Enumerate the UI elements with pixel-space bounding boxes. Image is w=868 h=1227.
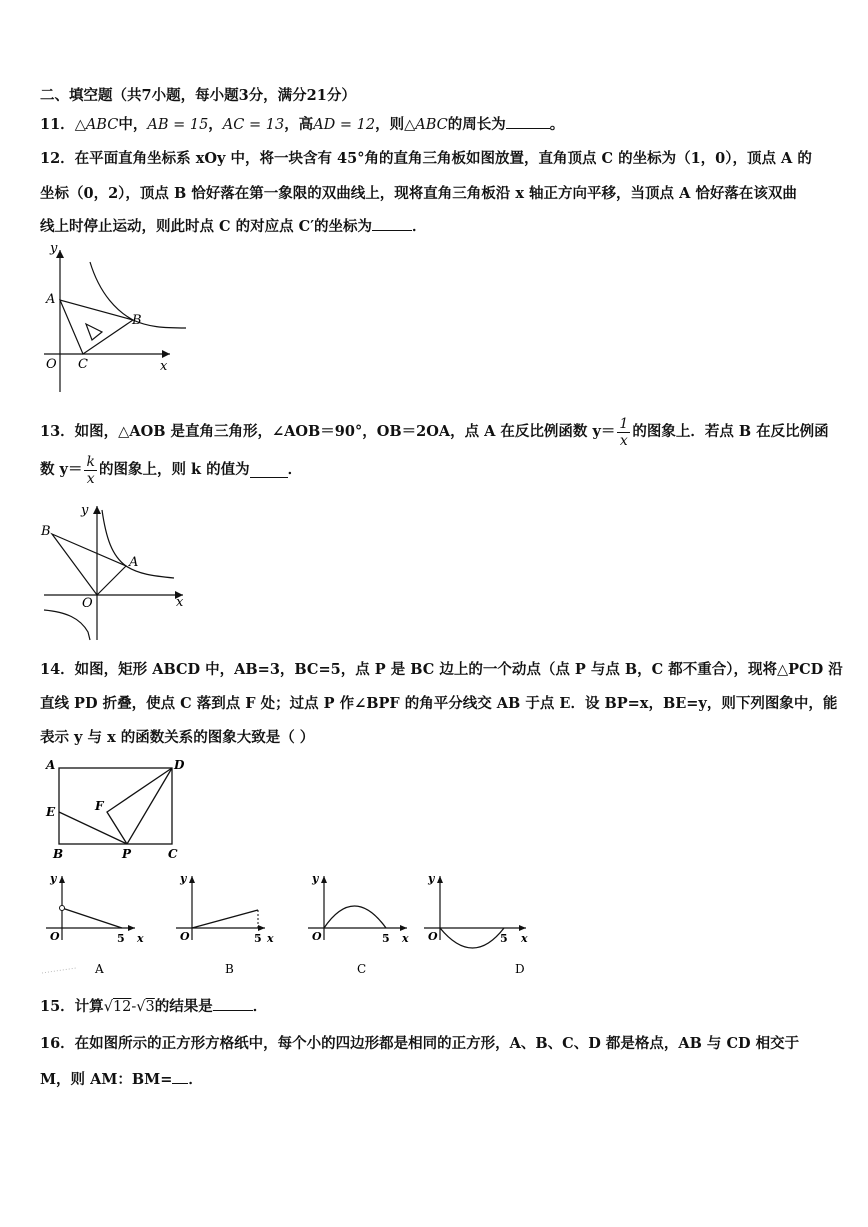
q13-end: ． (287, 461, 303, 478)
q14-option-c-x: x (402, 932, 409, 945)
q13-fraction-1 (617, 416, 630, 449)
q11-text2: ，高 (284, 116, 314, 133)
q14-option-a-graph[interactable] (46, 872, 144, 976)
q15-end: ． (252, 998, 268, 1015)
q11-sep: ， (208, 116, 223, 133)
q11-end: 。 (549, 116, 565, 133)
q14-option-b-y-arrow (189, 876, 195, 883)
q14-option-c-five: 5 (382, 932, 390, 945)
q14-option-d-curve (440, 928, 504, 948)
q14-option-a-curve (62, 908, 122, 928)
q16-line-2-text: M，则 AM：BM= (40, 1071, 173, 1088)
q13-fraction-2 (84, 454, 96, 487)
q12-end: ． (412, 218, 427, 235)
q14-label-d: D (174, 758, 185, 772)
q12-label-x: x (160, 359, 168, 374)
q14-figure (40, 756, 190, 864)
q14-option-c-graph[interactable] (308, 872, 409, 976)
q14-option-a-x: x (137, 932, 144, 945)
q14-option-b-y: y (180, 872, 187, 885)
q13-frac2-den: x (86, 470, 95, 487)
q14-option-d-y: y (428, 872, 435, 885)
q12-line-2: 坐标（0，2），顶点 B 恰好落在第一象限的双曲线上，现将直角三角板沿 x 轴正方向平移，当顶点 A 恰好落在该双曲 (40, 185, 797, 202)
q14-label-a: A (46, 758, 56, 772)
scan-smudge (42, 968, 76, 973)
question-11 (40, 114, 564, 135)
section-header: 二、填空题（共7小题，每小题3分，满分21分） (40, 87, 356, 104)
q16-answer-blank[interactable] (172, 1069, 188, 1084)
q12-triangle-hole (86, 324, 102, 340)
q14-option-c-curve (324, 906, 386, 928)
q14-line-2: 直线 PD 折叠，使点 C 落到点 F 处；过点 P 作∠BPF 的角平分线交 AB 于点 E．设 BP=x，BE=y，则下列图象中，能 (40, 695, 838, 712)
q14-option-a-x-arrow (128, 925, 135, 931)
q14-option-d-graph[interactable] (424, 872, 528, 976)
q11-text4: 的周长为 (447, 116, 506, 133)
q13-triangle (52, 534, 126, 595)
q14-folded-triangle (107, 768, 172, 844)
q14-option-b-five: 5 (254, 932, 262, 945)
q15-text: 15．计算 (40, 998, 104, 1015)
q14-option-b-o: O (180, 930, 190, 943)
q12-label-a: A (46, 292, 56, 307)
q14-option-a-five: 5 (117, 932, 125, 945)
q15-answer-blank[interactable] (213, 996, 253, 1011)
q11-ab: AB = 15 (147, 117, 209, 133)
q14-option-c-y-arrow (321, 876, 327, 883)
q16-line-1: 16．在如图所示的正方形方格纸中，每个小的四边形都是相同的正方形，A、B、C、D 都是格点，AB 与 CD 相交于 (40, 1035, 800, 1052)
q13-answer-blank[interactable] (250, 463, 288, 478)
q14-option-c-y: y (312, 872, 319, 885)
q14-option-b-curve (192, 910, 258, 928)
q14-option-d-label: D (515, 962, 525, 976)
q14-label-p: P (122, 847, 132, 861)
q13-label-y: y (81, 503, 89, 518)
q14-line-3: 表示 y 与 x 的函数关系的图象大致是（ ） (40, 729, 315, 746)
q14-option-d-five: 5 (500, 932, 508, 945)
q14-option-b-label: B (225, 962, 234, 976)
q14-segment-pd (127, 768, 172, 844)
q12-answer-blank[interactable] (372, 216, 412, 231)
q11-ad: AD = 12 (313, 117, 376, 133)
q14-option-c-o: O (312, 930, 322, 943)
q11-triangle: △ABC (74, 117, 119, 133)
q13-text-1: 13．如图，△AOB 是直角三角形，∠AOB＝90°，OB＝2OA，点 A 在反比例函数 y＝ (40, 423, 616, 440)
q14-option-b-graph[interactable] (176, 872, 274, 976)
q13-line-2 (40, 452, 302, 488)
q14-label-f: F (95, 799, 104, 813)
q12-line-3-text: 线上时停止运动，则此时点 C 的对应点 C′的坐标为 (40, 218, 373, 235)
q12-line-3 (40, 216, 427, 237)
q14-option-d-x-arrow (519, 925, 526, 931)
q14-option-c-x-arrow (400, 925, 407, 931)
q14-option-a-y-arrow (59, 876, 65, 883)
q12-label-y: y (50, 241, 58, 256)
q16-line-2 (40, 1069, 203, 1090)
q12-triangle (60, 300, 133, 354)
q14-option-a-o: O (50, 930, 60, 943)
q15-minus: - (131, 999, 137, 1015)
q15-text-2: 的结果是 (154, 998, 213, 1015)
q12-x-arrow (162, 350, 170, 358)
q12-label-b: B (132, 313, 142, 328)
q13-label-a: A (129, 555, 139, 570)
q11-ac: AC = 13 (222, 117, 285, 133)
q13-hyperbola-q3 (44, 610, 90, 640)
q13-text-2: 的图象上．若点 B 在反比例函 (632, 423, 829, 440)
q13-frac1-num: 1 (619, 415, 629, 432)
q13-frac1-den: x (619, 432, 628, 449)
q12-label-o: O (46, 357, 57, 372)
q14-option-d-x: x (521, 932, 528, 945)
q16-end: ． (188, 1071, 203, 1088)
q13-label-x: x (176, 595, 184, 610)
q14-option-b-x: x (267, 932, 274, 945)
q13-text-4: 的图象上，则 k 的值为 (98, 461, 250, 478)
q14-label-c: C (168, 847, 178, 861)
q12-line-1: 12．在平面直角坐标系 xOy 中，将一块含有 45°角的直角三角板如图放置，直角顶点 C 的坐标为（1，0），顶点 A 的 (40, 150, 812, 167)
q15-expression: √12-√3 (103, 999, 155, 1015)
q15-radicand-1: 12 (112, 999, 132, 1015)
q11-text3: ，则 (375, 116, 405, 133)
q11-text: 中， (118, 116, 148, 133)
q12-figure (38, 240, 198, 400)
q15-radicand-2: 3 (145, 999, 155, 1015)
q11-answer-blank[interactable] (506, 114, 550, 129)
q14-line-1: 14．如图，矩形 ABCD 中，AB=3，BC=5，点 P 是 BC 边上的一个动点（点 P 与点 B，C 都不重合），现将△PCD 沿 (40, 661, 843, 678)
q13-text-3: 数 y＝ (40, 461, 83, 478)
q13-figure (38, 498, 198, 642)
q13-line-1 (40, 414, 829, 450)
q14-label-b: B (53, 847, 64, 861)
q14-option-d-o: O (428, 930, 438, 943)
question-15 (40, 996, 267, 1017)
q11-number: 11． (40, 116, 75, 133)
q14-option-a-label: A (95, 962, 104, 976)
q14-option-c-label: C (357, 962, 367, 976)
q13-frac2-num: k (86, 453, 95, 470)
q13-label-b: B (41, 524, 51, 539)
q14-label-e: E (46, 805, 56, 819)
q14-option-b-x-arrow (258, 925, 265, 931)
q14-option-a-open-dot (60, 906, 65, 911)
q14-option-d-y-arrow (437, 876, 443, 883)
q12-label-c: C (78, 357, 88, 372)
q13-y-arrow (93, 506, 101, 514)
q14-option-a-y: y (50, 872, 57, 885)
q14-options (40, 868, 540, 980)
q13-label-o: O (82, 596, 93, 611)
q11-triangle-2: △ABC (404, 117, 448, 133)
